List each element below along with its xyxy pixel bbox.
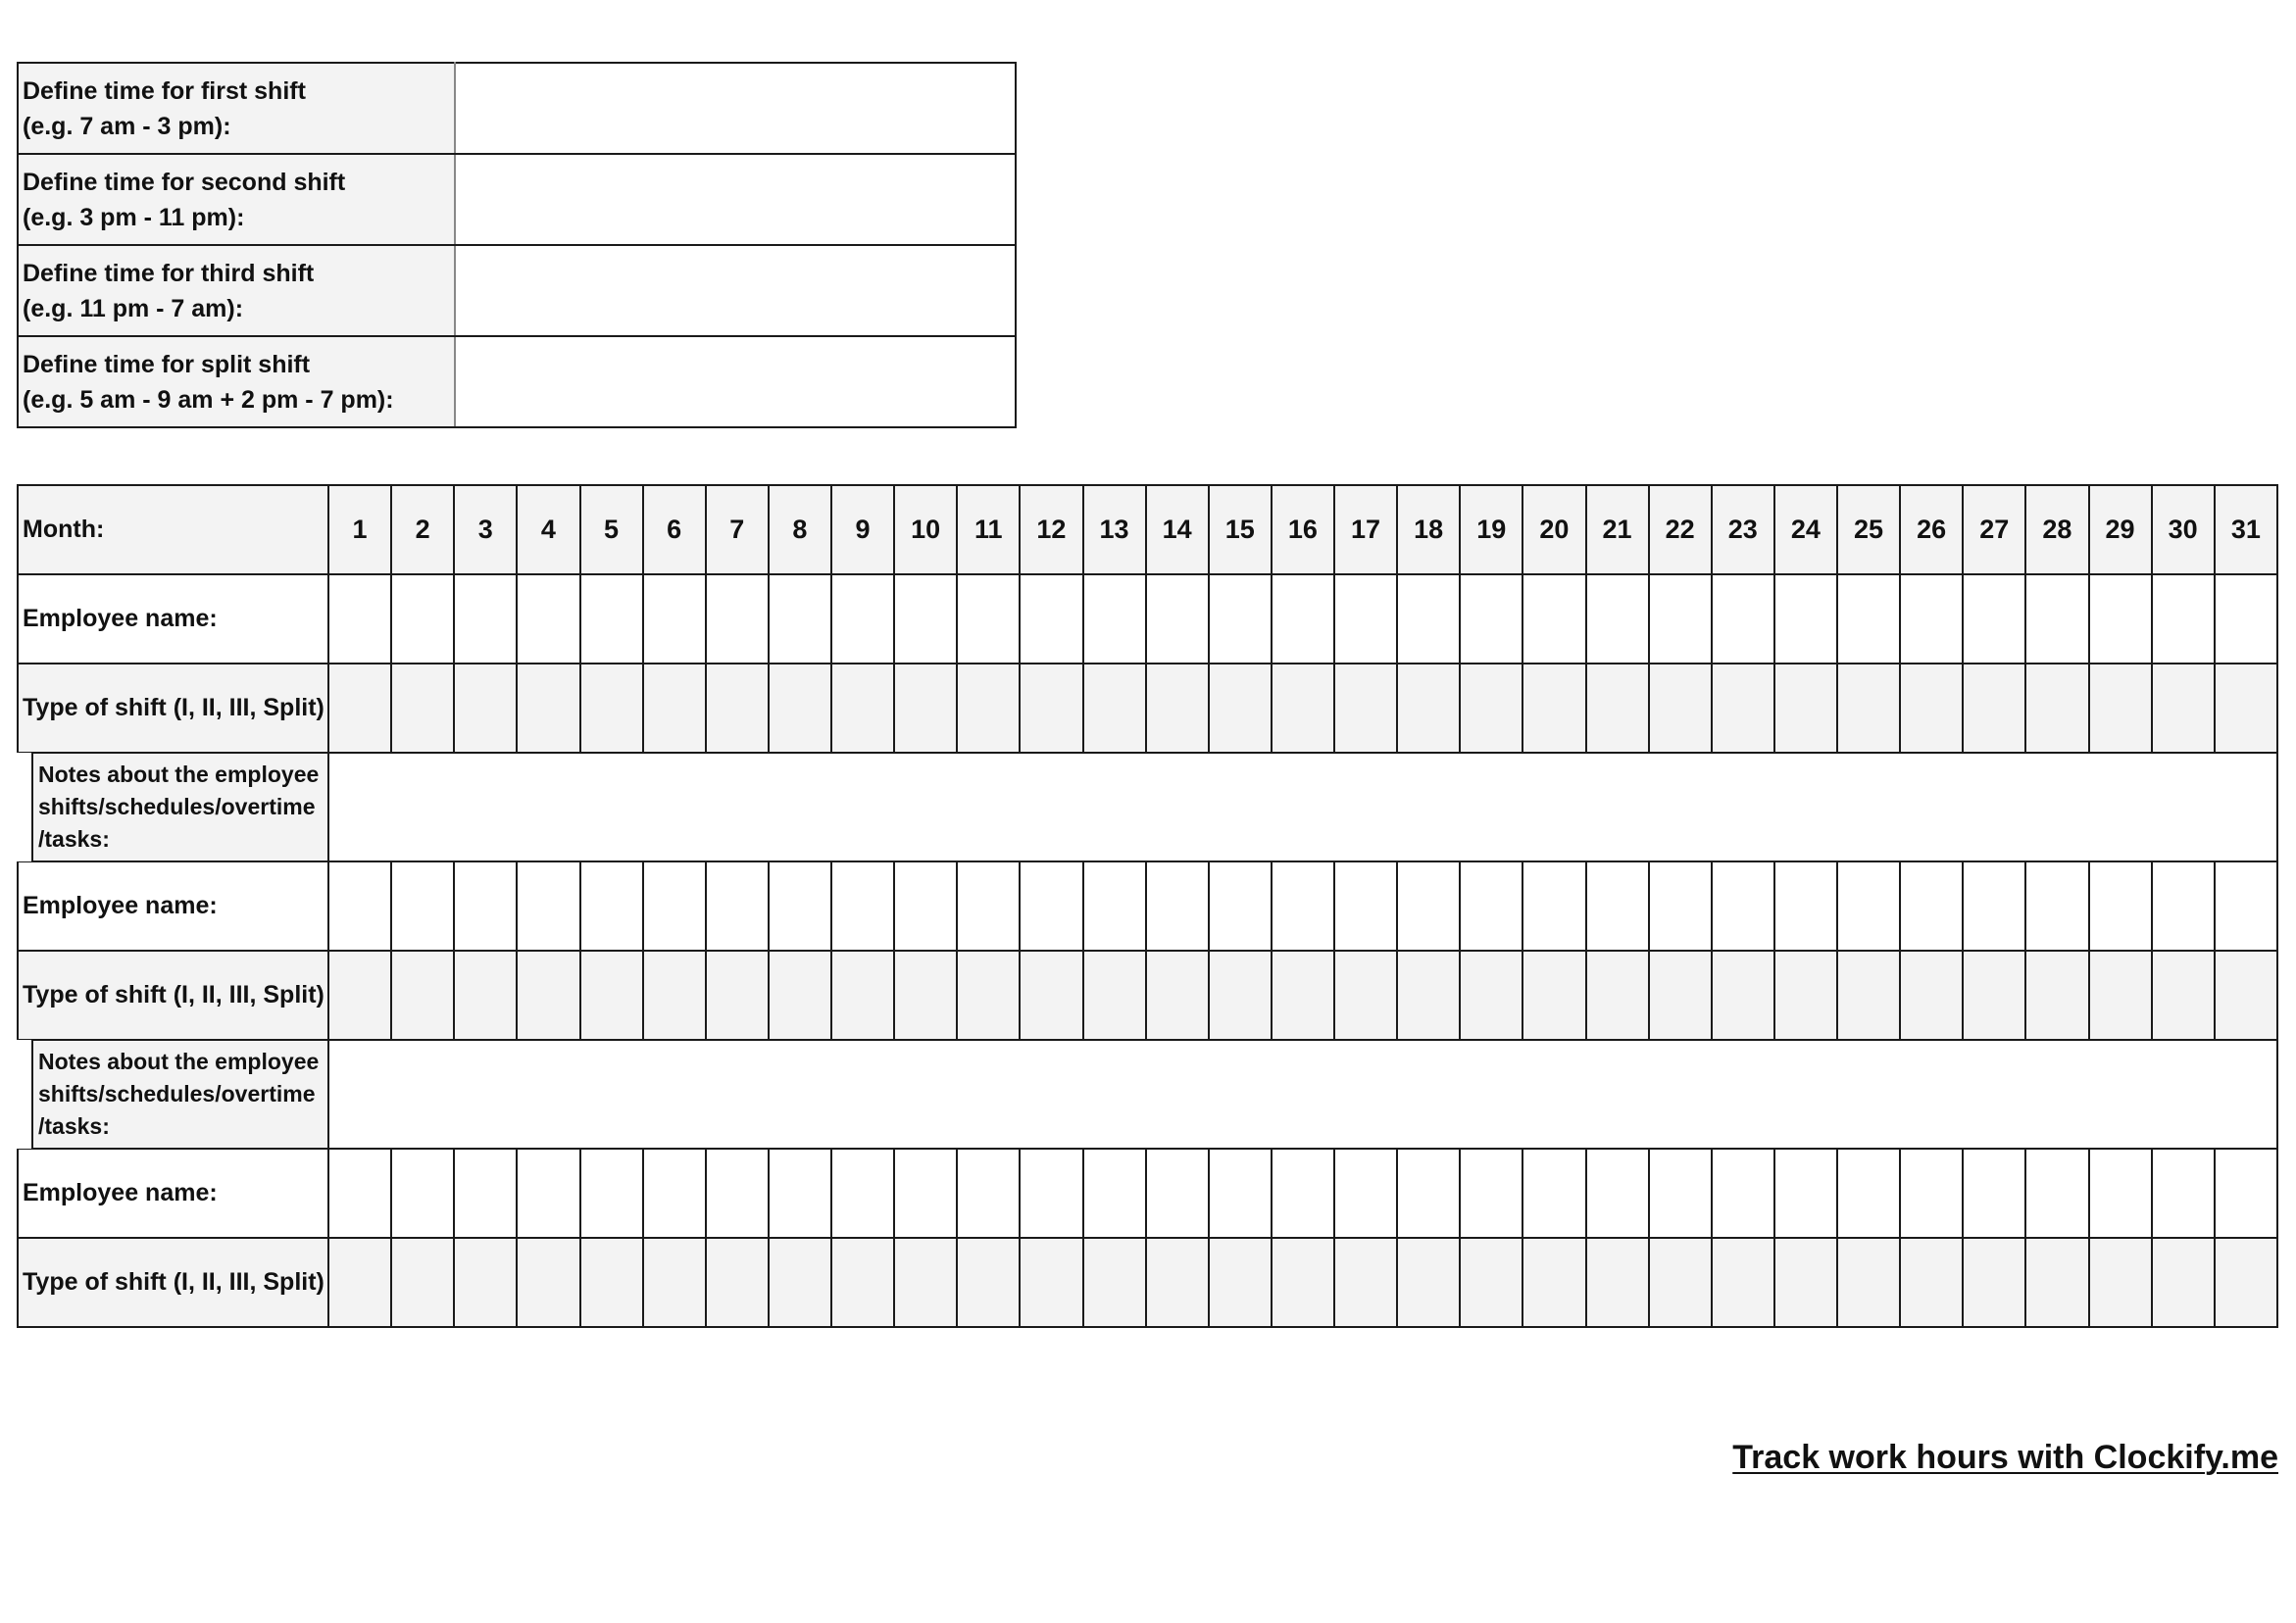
employee-day-cell[interactable]: [894, 861, 957, 951]
shift-type-cell[interactable]: [2215, 664, 2277, 753]
employee-day-cell[interactable]: [2025, 574, 2088, 664]
employee-day-cell[interactable]: [1712, 861, 1774, 951]
employee-day-cell[interactable]: [1963, 1149, 2025, 1238]
day-number: 14: [1146, 485, 1209, 574]
notes-row: [18, 1040, 2277, 1149]
employee-day-cell[interactable]: [957, 1149, 1020, 1238]
shift-definition-title: Define time for second shift: [23, 168, 346, 196]
employee-day-cell[interactable]: [391, 574, 454, 664]
shift-type-cell[interactable]: [1146, 664, 1209, 753]
employee-day-cell[interactable]: [769, 861, 831, 951]
shift-type-cell[interactable]: [1837, 664, 1900, 753]
shift-definition-example: (e.g. 7 am - 3 pm):: [23, 112, 231, 140]
employee-day-cell[interactable]: [1649, 1149, 1712, 1238]
employee-day-cell[interactable]: [1334, 574, 1397, 664]
employee-day-cell[interactable]: [1900, 1149, 1963, 1238]
employee-day-cell[interactable]: [454, 1149, 517, 1238]
day-number: 25: [1837, 485, 1900, 574]
shift-type-cell[interactable]: [1460, 1238, 1522, 1327]
employee-day-cell[interactable]: [1586, 1149, 1649, 1238]
shift-definition-label: [18, 63, 455, 154]
shift-type-cell[interactable]: [2025, 1238, 2088, 1327]
employee-day-cell[interactable]: [1334, 861, 1397, 951]
employee-day-cell[interactable]: [1146, 861, 1209, 951]
shift-type-cell[interactable]: [1020, 664, 1082, 753]
notes-input[interactable]: [328, 1040, 2277, 1149]
day-number: 18: [1397, 485, 1460, 574]
day-number: 23: [1712, 485, 1774, 574]
day-number: 24: [1774, 485, 1837, 574]
shift-type-cell[interactable]: [391, 664, 454, 753]
day-number: 1: [328, 485, 391, 574]
shift-definition-row: [18, 245, 1016, 336]
employee-day-cell[interactable]: [2152, 861, 2215, 951]
day-number: 30: [2152, 485, 2215, 574]
employee-day-cell[interactable]: [1083, 861, 1146, 951]
shift-type-cell[interactable]: [454, 664, 517, 753]
employee-day-cell[interactable]: [454, 574, 517, 664]
employee-day-cell[interactable]: [1209, 574, 1272, 664]
employee-day-cell[interactable]: [1963, 574, 2025, 664]
day-number: 11: [957, 485, 1020, 574]
day-number: 15: [1209, 485, 1272, 574]
shift-type-cell[interactable]: [454, 1238, 517, 1327]
employee-day-cell[interactable]: [831, 861, 894, 951]
employee-day-cell[interactable]: [1272, 861, 1334, 951]
employee-day-cell[interactable]: [2089, 574, 2152, 664]
notes-label-line: shifts/schedules/overtime: [38, 1081, 316, 1107]
day-number: 3: [454, 485, 517, 574]
employee-day-cell[interactable]: [1209, 1149, 1272, 1238]
employee-day-cell[interactable]: [1900, 574, 1963, 664]
day-number: 9: [831, 485, 894, 574]
shift-type-cell[interactable]: [1334, 1238, 1397, 1327]
shift-type-cell[interactable]: [391, 951, 454, 1040]
employee-day-cell[interactable]: [1020, 861, 1082, 951]
day-number: 5: [580, 485, 643, 574]
employee-day-cell[interactable]: [1020, 574, 1082, 664]
shift-type-cell[interactable]: [1649, 1238, 1712, 1327]
shift-type-cell[interactable]: [1020, 951, 1082, 1040]
employee-day-cell[interactable]: [1209, 861, 1272, 951]
shift-definition-label: [18, 245, 455, 336]
day-number: 4: [517, 485, 579, 574]
shift-type-cell[interactable]: [769, 951, 831, 1040]
shift-type-cell[interactable]: [2089, 1238, 2152, 1327]
shift-type-cell[interactable]: [831, 1238, 894, 1327]
shift-type-cell[interactable]: [2089, 951, 2152, 1040]
shift-type-cell[interactable]: [1334, 664, 1397, 753]
shift-type-cell[interactable]: [957, 951, 1020, 1040]
employee-day-cell[interactable]: [328, 574, 391, 664]
employee-day-cell[interactable]: [1586, 861, 1649, 951]
shift-type-cell[interactable]: [1083, 951, 1146, 1040]
shift-type-cell[interactable]: [706, 664, 769, 753]
notes-label: [18, 753, 328, 861]
shift-type-cell[interactable]: [1649, 664, 1712, 753]
notes-row: [18, 753, 2277, 861]
shift-type-cell[interactable]: [1146, 1238, 1209, 1327]
shift-type-cell[interactable]: [517, 951, 579, 1040]
shift-definition-row: [18, 63, 1016, 154]
shift-type-cell[interactable]: [580, 951, 643, 1040]
shift-type-cell[interactable]: [328, 951, 391, 1040]
employee-day-cell[interactable]: [2152, 574, 2215, 664]
employee-day-cell[interactable]: [643, 861, 706, 951]
employee-day-cell[interactable]: [706, 861, 769, 951]
shift-type-cell[interactable]: [643, 664, 706, 753]
shift-definition-label: [18, 336, 455, 427]
shift-type-cell[interactable]: [1586, 664, 1649, 753]
shift-type-cell[interactable]: [831, 664, 894, 753]
notes-label-line: Notes about the employee: [38, 762, 320, 787]
month-row: [18, 485, 2277, 574]
employee-day-cell[interactable]: [1963, 861, 2025, 951]
shift-type-cell[interactable]: [2152, 951, 2215, 1040]
employee-day-cell[interactable]: [391, 861, 454, 951]
employee-day-cell[interactable]: [1460, 1149, 1522, 1238]
shift-definition-label: [18, 154, 455, 245]
shift-type-cell[interactable]: [1963, 664, 2025, 753]
employee-day-cell[interactable]: [1712, 1149, 1774, 1238]
shift-type-cell[interactable]: [831, 951, 894, 1040]
day-number: 17: [1334, 485, 1397, 574]
employee-day-cell[interactable]: [1272, 574, 1334, 664]
shift-type-cell[interactable]: [1774, 951, 1837, 1040]
employee-day-cell[interactable]: [1522, 574, 1585, 664]
notes-label-line: /tasks:: [38, 826, 110, 852]
employee-day-cell[interactable]: [643, 1149, 706, 1238]
day-number: 20: [1522, 485, 1585, 574]
shift-type-cell[interactable]: [2089, 664, 2152, 753]
shift-definition-input[interactable]: [455, 245, 1016, 336]
employee-day-cell[interactable]: [391, 1149, 454, 1238]
employee-day-cell[interactable]: [454, 861, 517, 951]
employee-day-cell[interactable]: [517, 1149, 579, 1238]
employee-name-label: Employee name:: [18, 574, 328, 664]
employee-day-cell[interactable]: [2215, 861, 2277, 951]
shift-type-cell[interactable]: [1272, 1238, 1334, 1327]
clockify-link[interactable]: Track work hours with Clockify.me: [1732, 1439, 2278, 1476]
employee-day-cell[interactable]: [1774, 861, 1837, 951]
shift-type-cell[interactable]: [1083, 664, 1146, 753]
day-number: 29: [2089, 485, 2152, 574]
shift-type-cell[interactable]: [957, 664, 1020, 753]
shift-type-cell[interactable]: [894, 951, 957, 1040]
shift-type-cell[interactable]: [1712, 1238, 1774, 1327]
employee-day-cell[interactable]: [831, 574, 894, 664]
shift-type-row: [18, 1238, 2277, 1327]
shift-type-cell[interactable]: [769, 1238, 831, 1327]
shift-type-cell[interactable]: [1460, 951, 1522, 1040]
employee-day-cell[interactable]: [2215, 1149, 2277, 1238]
shift-type-row: [18, 951, 2277, 1040]
notes-label-line: /tasks:: [38, 1113, 110, 1139]
employee-day-cell[interactable]: [1020, 1149, 1082, 1238]
employee-name-row: [18, 1149, 2277, 1238]
shift-type-cell[interactable]: [1397, 664, 1460, 753]
shift-type-cell[interactable]: [328, 664, 391, 753]
employee-name-label: Employee name:: [18, 861, 328, 951]
employee-name-row: [18, 574, 2277, 664]
shift-type-cell[interactable]: [643, 951, 706, 1040]
shift-type-cell[interactable]: [1900, 664, 1963, 753]
day-number: 12: [1020, 485, 1082, 574]
employee-day-cell[interactable]: [894, 574, 957, 664]
day-number: 22: [1649, 485, 1712, 574]
employee-day-cell[interactable]: [580, 861, 643, 951]
shift-type-label: Type of shift (I, II, III, Split): [18, 1238, 328, 1327]
shift-type-cell[interactable]: [1774, 664, 1837, 753]
shift-definition-input[interactable]: [455, 154, 1016, 245]
employee-day-cell[interactable]: [328, 861, 391, 951]
shift-type-cell[interactable]: [1460, 664, 1522, 753]
shift-type-cell[interactable]: [1712, 951, 1774, 1040]
employee-day-cell[interactable]: [2089, 1149, 2152, 1238]
shift-type-cell[interactable]: [1837, 951, 1900, 1040]
shift-type-row: [18, 664, 2277, 753]
employee-day-cell[interactable]: [2025, 861, 2088, 951]
shift-type-cell[interactable]: [1774, 1238, 1837, 1327]
employee-day-cell[interactable]: [643, 574, 706, 664]
employee-day-cell[interactable]: [706, 1149, 769, 1238]
employee-day-cell[interactable]: [1083, 574, 1146, 664]
employee-day-cell[interactable]: [1397, 574, 1460, 664]
day-number: 19: [1460, 485, 1522, 574]
day-number: 28: [2025, 485, 2088, 574]
employee-day-cell[interactable]: [1522, 861, 1585, 951]
day-number: 13: [1083, 485, 1146, 574]
employee-day-cell[interactable]: [1146, 574, 1209, 664]
shift-type-cell[interactable]: [1522, 664, 1585, 753]
employee-day-cell[interactable]: [1334, 1149, 1397, 1238]
shift-definition-example: (e.g. 3 pm - 11 pm):: [23, 203, 245, 231]
employee-day-cell[interactable]: [1774, 1149, 1837, 1238]
shift-definition-row: [18, 154, 1016, 245]
shift-definition-title: Define time for third shift: [23, 259, 315, 287]
day-number: 8: [769, 485, 831, 574]
employee-day-cell[interactable]: [957, 574, 1020, 664]
employee-day-cell[interactable]: [1837, 574, 1900, 664]
shift-type-cell[interactable]: [2025, 664, 2088, 753]
day-number: 26: [1900, 485, 1963, 574]
shift-type-cell[interactable]: [1522, 1238, 1585, 1327]
employee-day-cell[interactable]: [1460, 861, 1522, 951]
day-number: 10: [894, 485, 957, 574]
shift-type-cell[interactable]: [1649, 951, 1712, 1040]
shift-type-cell[interactable]: [1397, 951, 1460, 1040]
day-number: 2: [391, 485, 454, 574]
employee-day-cell[interactable]: [2152, 1149, 2215, 1238]
shift-type-cell[interactable]: [643, 1238, 706, 1327]
shift-type-cell[interactable]: [1712, 664, 1774, 753]
day-number: 27: [1963, 485, 2025, 574]
shift-type-cell[interactable]: [769, 664, 831, 753]
notes-label: [18, 1040, 328, 1149]
employee-day-cell[interactable]: [2089, 861, 2152, 951]
month-label: Month:: [18, 485, 328, 574]
shift-type-cell[interactable]: [894, 664, 957, 753]
employee-day-cell[interactable]: [580, 1149, 643, 1238]
shift-type-cell[interactable]: [2215, 951, 2277, 1040]
shift-type-cell[interactable]: [1272, 664, 1334, 753]
shift-type-cell[interactable]: [580, 1238, 643, 1327]
shift-type-cell[interactable]: [454, 951, 517, 1040]
shift-definition-row: [18, 336, 1016, 427]
shift-type-label: Type of shift (I, II, III, Split): [18, 951, 328, 1040]
shift-type-cell[interactable]: [1272, 951, 1334, 1040]
day-number: 21: [1586, 485, 1649, 574]
employee-day-cell[interactable]: [957, 861, 1020, 951]
employee-day-cell[interactable]: [769, 574, 831, 664]
day-number: 6: [643, 485, 706, 574]
employee-day-cell[interactable]: [1272, 1149, 1334, 1238]
shift-definition-input[interactable]: [455, 63, 1016, 154]
employee-schedule-table: [17, 484, 2278, 1328]
shift-type-cell[interactable]: [1963, 951, 2025, 1040]
employee-day-cell[interactable]: [1774, 574, 1837, 664]
employee-day-cell[interactable]: [2025, 1149, 2088, 1238]
shift-definition-example: (e.g. 5 am - 9 am + 2 pm - 7 pm):: [23, 385, 394, 414]
employee-day-cell[interactable]: [1146, 1149, 1209, 1238]
employee-day-cell[interactable]: [706, 574, 769, 664]
shift-type-label: Type of shift (I, II, III, Split): [18, 664, 328, 753]
shift-type-cell[interactable]: [706, 1238, 769, 1327]
shift-type-cell[interactable]: [2025, 951, 2088, 1040]
employee-day-cell[interactable]: [769, 1149, 831, 1238]
employee-day-cell[interactable]: [1649, 861, 1712, 951]
shift-type-cell[interactable]: [706, 951, 769, 1040]
shift-type-cell[interactable]: [1334, 951, 1397, 1040]
shift-type-cell[interactable]: [2152, 1238, 2215, 1327]
employee-day-cell[interactable]: [1649, 574, 1712, 664]
shift-type-cell[interactable]: [517, 1238, 579, 1327]
employee-day-cell[interactable]: [1712, 574, 1774, 664]
employee-day-cell[interactable]: [1900, 861, 1963, 951]
shift-definition-title: Define time for split shift: [23, 350, 311, 378]
employee-day-cell[interactable]: [1522, 1149, 1585, 1238]
employee-day-cell[interactable]: [1460, 574, 1522, 664]
employee-name-row: [18, 861, 2277, 951]
shift-type-cell[interactable]: [1083, 1238, 1146, 1327]
shift-type-cell[interactable]: [580, 664, 643, 753]
employee-day-cell[interactable]: [2215, 574, 2277, 664]
shift-type-cell[interactable]: [1586, 951, 1649, 1040]
shift-type-cell[interactable]: [1837, 1238, 1900, 1327]
notes-label-line: Notes about the employee: [38, 1049, 320, 1074]
employee-day-cell[interactable]: [831, 1149, 894, 1238]
employee-day-cell[interactable]: [894, 1149, 957, 1238]
shift-type-cell[interactable]: [1963, 1238, 2025, 1327]
shift-type-cell[interactable]: [1900, 1238, 1963, 1327]
shift-type-cell[interactable]: [894, 1238, 957, 1327]
shift-definition-title: Define time for first shift: [23, 76, 306, 105]
shift-definitions-table: [17, 62, 1017, 428]
shift-definition-input[interactable]: [455, 336, 1016, 427]
employee-day-cell[interactable]: [580, 574, 643, 664]
shift-type-cell[interactable]: [1586, 1238, 1649, 1327]
shift-type-cell[interactable]: [1522, 951, 1585, 1040]
employee-day-cell[interactable]: [1586, 574, 1649, 664]
shift-type-cell[interactable]: [391, 1238, 454, 1327]
day-number: 16: [1272, 485, 1334, 574]
day-number: 7: [706, 485, 769, 574]
employee-day-cell[interactable]: [1837, 861, 1900, 951]
employee-day-cell[interactable]: [328, 1149, 391, 1238]
employee-name-label: Employee name:: [18, 1149, 328, 1238]
employee-day-cell[interactable]: [517, 574, 579, 664]
shift-type-cell[interactable]: [1146, 951, 1209, 1040]
shift-type-cell[interactable]: [2215, 1238, 2277, 1327]
notes-input[interactable]: [328, 753, 2277, 861]
shift-type-cell[interactable]: [328, 1238, 391, 1327]
shift-type-cell[interactable]: [1209, 1238, 1272, 1327]
employee-day-cell[interactable]: [1837, 1149, 1900, 1238]
shift-type-cell[interactable]: [1020, 1238, 1082, 1327]
shift-type-cell[interactable]: [517, 664, 579, 753]
employee-day-cell[interactable]: [1397, 861, 1460, 951]
notes-label-line: shifts/schedules/overtime: [38, 794, 316, 819]
employee-day-cell[interactable]: [517, 861, 579, 951]
employee-day-cell[interactable]: [1397, 1149, 1460, 1238]
shift-type-cell[interactable]: [957, 1238, 1020, 1327]
shift-type-cell[interactable]: [1209, 951, 1272, 1040]
employee-day-cell[interactable]: [1083, 1149, 1146, 1238]
day-number: 31: [2215, 485, 2277, 574]
shift-type-cell[interactable]: [1900, 951, 1963, 1040]
shift-definition-example: (e.g. 11 pm - 7 am):: [23, 294, 244, 322]
shift-type-cell[interactable]: [1397, 1238, 1460, 1327]
shift-type-cell[interactable]: [1209, 664, 1272, 753]
shift-type-cell[interactable]: [2152, 664, 2215, 753]
